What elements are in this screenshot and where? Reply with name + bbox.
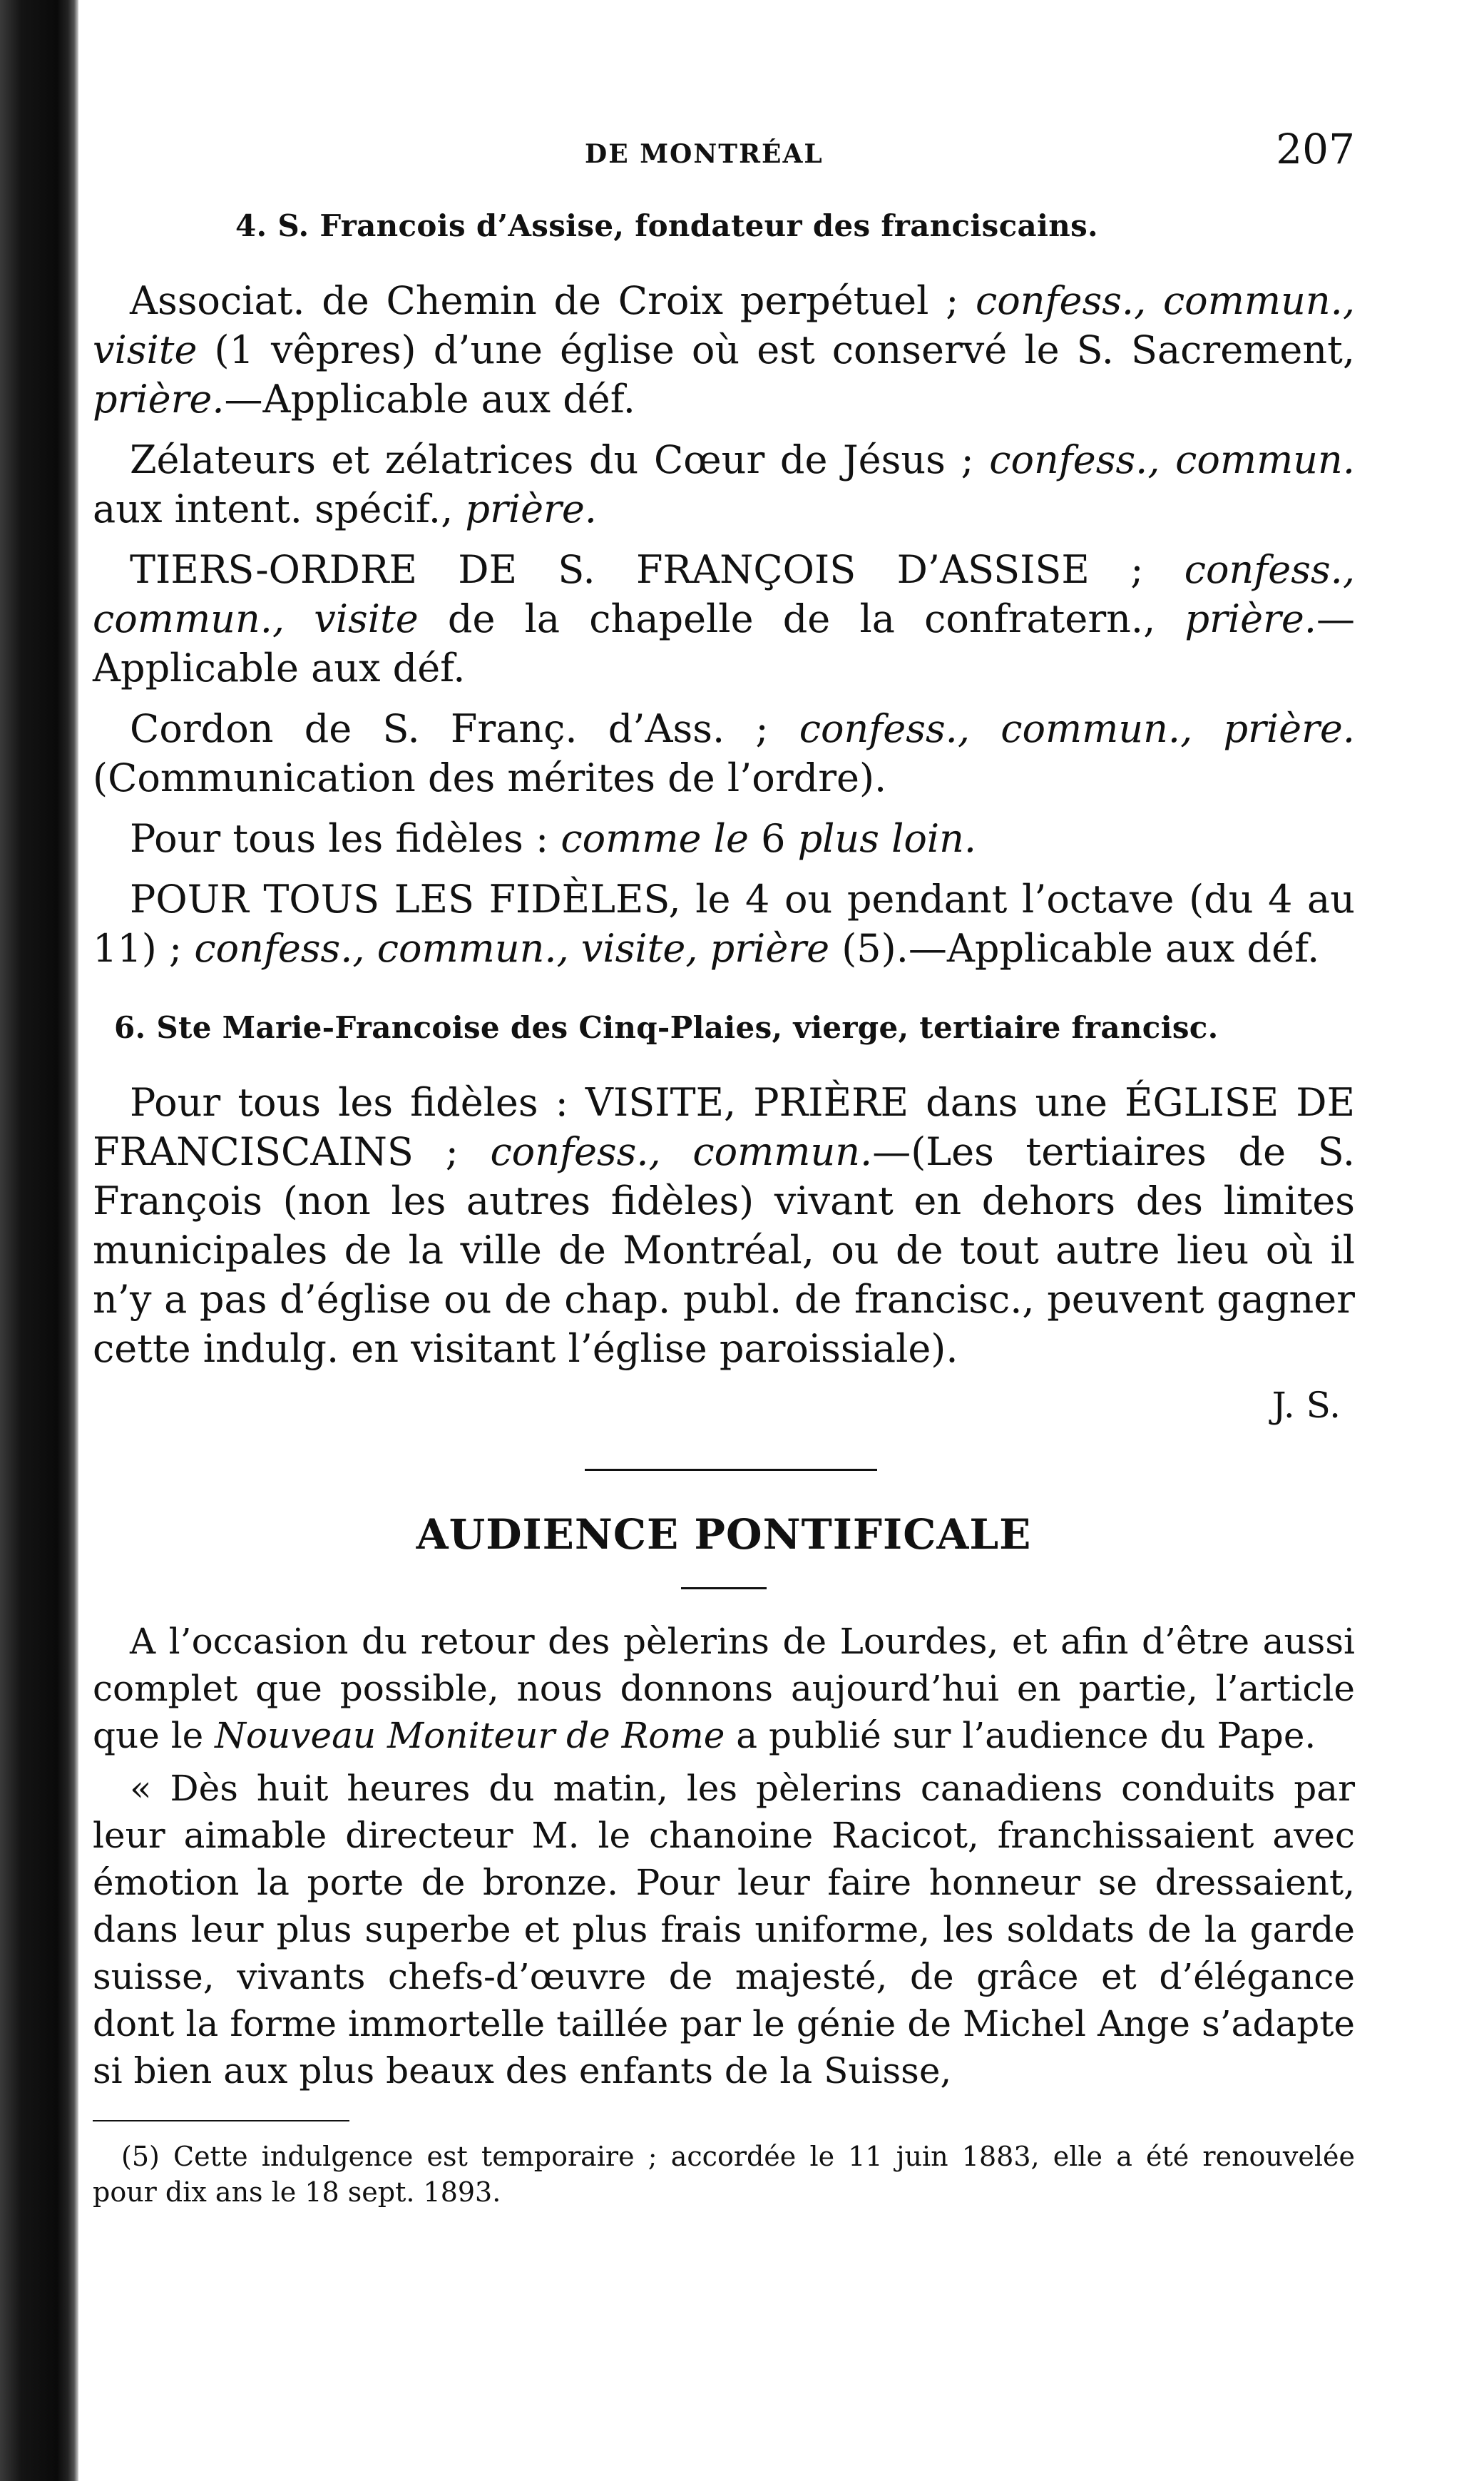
entry-tous-les-fideles: Pour tous les fidèles : comme le 6 plus loin. xyxy=(130,816,977,861)
entry-cordon: Cordon de S. Franç. d’Ass. ; confess., commun., prière. (Communication des mérites de l’ordre). xyxy=(93,706,1356,800)
entry-tiers-ordre: TIERS-ORDRE DE S. FRANÇOIS D’ASSISE ; confess., commun., visite de la chapelle de la confratern., prière.—Applicable aux déf. xyxy=(93,547,1355,691)
page-number: 207 xyxy=(1276,125,1355,173)
entry-chemin-de-croix: Associat. de Chemin de Croix perpétuel ; confess., commun., visite (1 vêpres) d’une église où est conservé le S. Sacrement, prière.—Applicable aux déf. xyxy=(93,278,1355,422)
book-page xyxy=(93,107,1355,2210)
entry-franciscains: Pour tous les fidèles : VISITE, PRIÈRE dans une ÉGLISE DE FRANCISCAINS ; confess., commun.—(Les tertiaires de S. François (non les autres fidèles) vivant en dehors des limites municipales de la ville de Montréal, ou de tout autre lieu où il n’y a pas d’église ou de chap. publ. de francisc., peuvent gagner cette indulg. en visitant l’église paroissiale). xyxy=(93,1080,1355,1371)
entry-octave: POUR TOUS LES FIDÈLES, le 4 ou pendant l’octave (du 4 au 11) ; confess., commun., visite, prière (5).—Applicable aux déf. xyxy=(93,877,1355,971)
feast-heading-marie-francoise: 6. Ste Marie-Francoise des Cinq-Plaies, vierge, tertiaire francisc. xyxy=(114,1010,1219,1045)
book-binding-shadow xyxy=(0,0,78,2481)
heading-rule xyxy=(681,1587,767,1589)
running-header xyxy=(93,107,1355,171)
footnote: (5) Cette indulgence est temporaire ; accordée le 11 juin 1883, elle a été renouvelée pour dix ans le 18 sept. 1893. xyxy=(93,2141,1355,2208)
running-title: DE MONTRÉAL xyxy=(585,139,824,169)
article-heading: AUDIENCE PONTIFICALE xyxy=(416,1510,1032,1559)
footnote-rule xyxy=(93,2120,349,2121)
signature: J. S. xyxy=(1271,1385,1341,1426)
feast-heading-francis: 4. S. Francois d’Assise, fondateur des franciscains. xyxy=(235,208,1098,243)
article-paragraph-audience: « Dès huit heures du matin, les pèlerins canadiens conduits par leur aimable directeur M. le chanoine Racicot, franchissaient avec émotion la porte de bronze. Pour leur faire honneur se dressaient, dans leur plus superbe et plus frais uniforme, les soldats de la garde suisse, vivants chefs-d’œuvre de majesté, de grâce et d’élégance dont la forme immortelle taillée par le génie de Michel Ange s’adapte si bien aux plus beaux des enfants de la Suisse, xyxy=(93,1768,1355,2092)
section-divider xyxy=(585,1469,877,1471)
article-paragraph-intro: A l’occasion du retour des pèlerins de Lourdes, et afin d’être aussi complet que possible, nous donnons aujourd’hui en partie, l’article que le Nouveau Moniteur de Rome a publié sur l’audience du Pape. xyxy=(93,1621,1355,1756)
entry-zelateurs: Zélateurs et zélatrices du Cœur de Jésus ; confess., commun. aux intent. spécif., prière. xyxy=(93,437,1356,531)
